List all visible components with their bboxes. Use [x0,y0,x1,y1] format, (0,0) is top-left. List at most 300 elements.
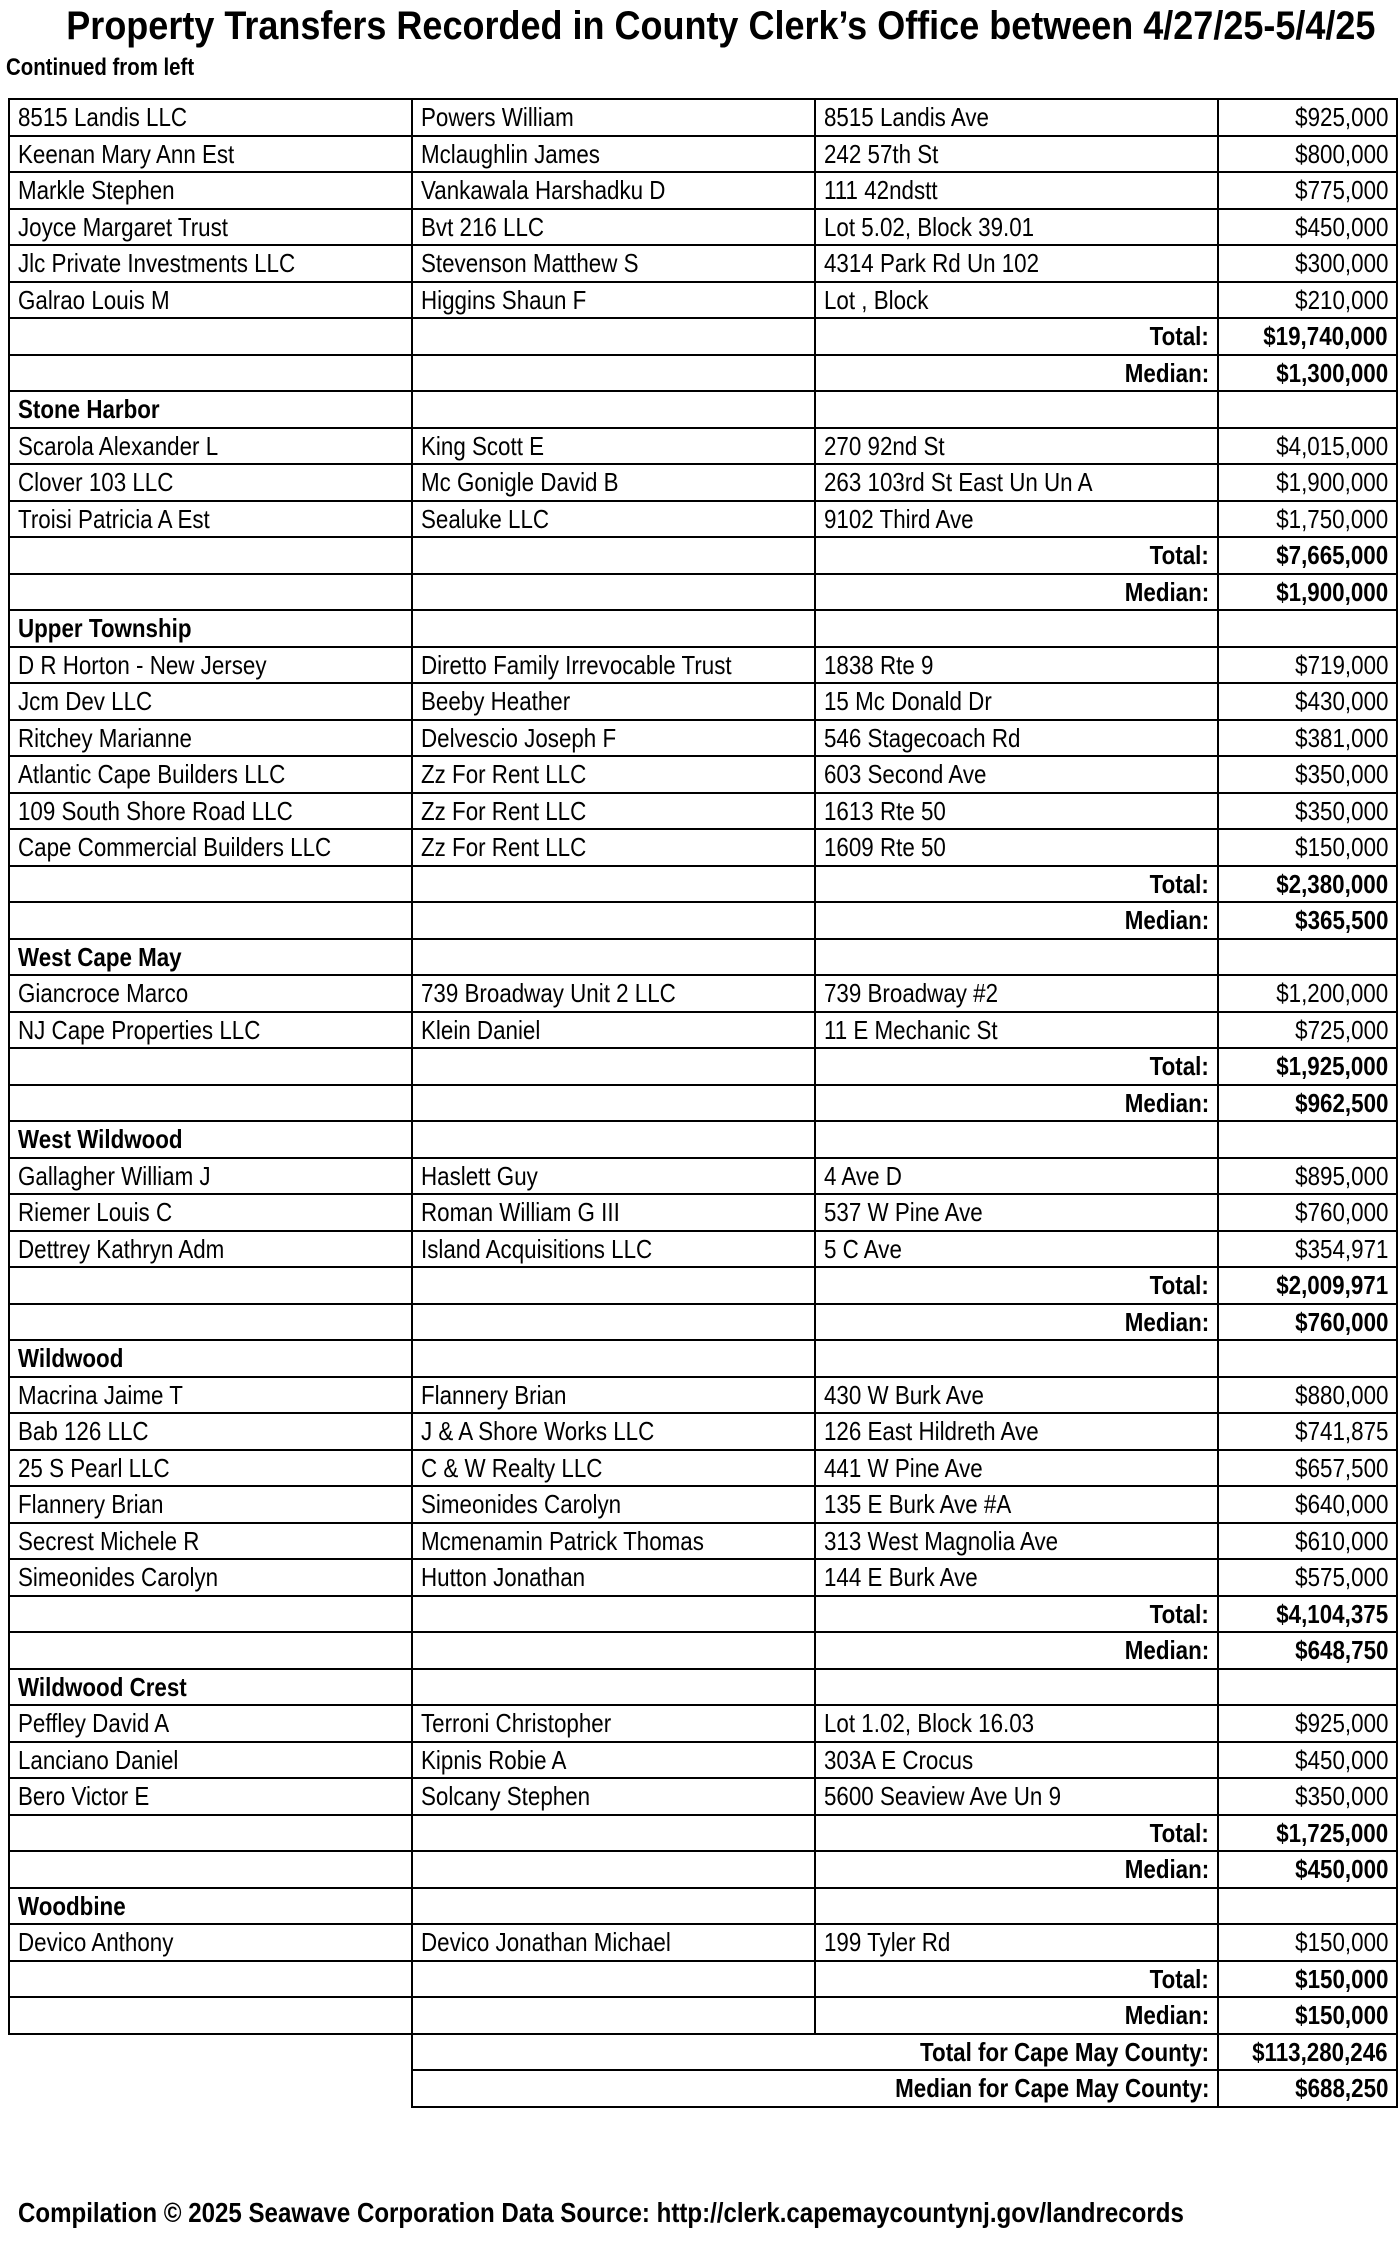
transfers-table-wrapper [8,98,1388,2108]
empty-cell [412,1997,815,2034]
address-cell-text: 537 W Pine Ave [824,1197,983,1228]
empty-cell [1218,1121,1397,1158]
price-cell [1218,136,1397,173]
seller-cell-text: D R Horton - New Jersey [18,649,267,680]
address-cell-text: 739 Broadway #2 [824,978,999,1009]
county-summary-value [1218,2070,1397,2107]
summary-value-text: $4,104,375 [1276,1598,1388,1629]
empty-cell [9,1632,412,1669]
summary-value [1218,1048,1397,1085]
summary-value [1218,1961,1397,1998]
municipality-name [9,939,412,976]
seller-cell-text: Devico Anthony [18,1927,174,1958]
empty-cell [412,1632,815,1669]
address-cell [815,1559,1218,1596]
address-cell-text: 242 57th St [824,138,939,169]
empty-cell [9,574,412,611]
address-cell [815,1450,1218,1487]
address-cell [815,136,1218,173]
buyer-cell-text: Stevenson Matthew S [421,248,639,279]
buyer-cell-text: Zz For Rent LLC [421,795,587,826]
continued-note: Continued from left [6,54,195,81]
address-cell-text: 263 103rd St East Un Un A [824,467,1093,498]
address-cell [815,647,1218,684]
price-cell-text: $381,000 [1294,722,1388,753]
empty-cell [412,1596,815,1633]
address-cell-text: 546 Stagecoach Rd [824,722,1021,753]
summary-value-text: $2,380,000 [1276,868,1388,899]
price-cell [1218,975,1397,1012]
summary-value-text: $150,000 [1294,1963,1388,1994]
summary-label-text: Median: [1124,1635,1209,1666]
buyer-cell [412,245,815,282]
empty-cell [412,1304,815,1341]
summary-label [815,1048,1218,1085]
table-row [9,428,1397,465]
buyer-cell [412,1158,815,1195]
seller-cell-text: 109 South Shore Road LLC [18,795,293,826]
summary-label [815,574,1218,611]
table-row [9,1559,1397,1596]
table-row [9,1194,1397,1231]
empty-cell [1218,939,1397,976]
address-cell [815,428,1218,465]
summary-value-text: $1,725,000 [1276,1817,1388,1848]
empty-cell [1218,1888,1397,1925]
seller-cell [9,1742,412,1779]
buyer-cell [412,1559,815,1596]
table-row [9,647,1397,684]
seller-cell [9,1559,412,1596]
empty-cell [412,1121,815,1158]
summary-row [9,574,1397,611]
buyer-cell-text: Simeonides Carolyn [421,1489,622,1520]
municipality-name-text: Woodbine [18,1890,126,1921]
municipality-name-text: Wildwood Crest [18,1671,187,1702]
table-row [9,245,1397,282]
summary-value-text: $150,000 [1294,2000,1388,2031]
buyer-cell [412,683,815,720]
seller-cell-text: Joyce Margaret Trust [18,211,229,242]
buyer-cell-text: Flannery Brian [421,1379,567,1410]
buyer-cell-text: Terroni Christopher [421,1708,612,1739]
address-cell-text: 1609 Rte 50 [824,832,946,863]
buyer-cell-text: Higgins Shaun F [421,284,587,315]
price-cell-text: $880,000 [1294,1379,1388,1410]
empty-cell [9,2034,412,2071]
price-cell-text: $150,000 [1294,1927,1388,1958]
empty-cell [815,610,1218,647]
summary-value [1218,355,1397,392]
seller-cell-text: Markle Stephen [18,175,175,206]
seller-cell-text: Riemer Louis C [18,1197,173,1228]
table-row [9,756,1397,793]
address-cell [815,683,1218,720]
buyer-cell [412,1742,815,1779]
empty-cell [9,1048,412,1085]
county-summary-value-text: $113,280,246 [1252,2036,1388,2067]
seller-cell-text: Secrest Michele R [18,1525,200,1556]
county-summary-label [412,2034,1218,2071]
table-row [9,99,1397,136]
summary-label-text: Median: [1124,576,1209,607]
summary-value [1218,574,1397,611]
buyer-cell [412,282,815,319]
summary-label-text: Median: [1124,2000,1209,2031]
empty-cell [412,574,815,611]
summary-label [815,318,1218,355]
summary-label-text: Total: [1149,1051,1209,1082]
address-cell-text: 126 East Hildreth Ave [824,1416,1039,1447]
seller-cell [9,245,412,282]
buyer-cell-text: Mclaughlin James [421,138,600,169]
seller-cell-text: Dettrey Kathryn Adm [18,1233,225,1264]
seller-cell [9,501,412,538]
price-cell [1218,501,1397,538]
price-cell-text: $575,000 [1294,1562,1388,1593]
address-cell-text: 11 E Mechanic St [824,1014,998,1045]
summary-value-text: $1,900,000 [1276,576,1388,607]
buyer-cell [412,1012,815,1049]
buyer-cell-text: Bvt 216 LLC [421,211,545,242]
table-row [9,683,1397,720]
summary-row [9,1048,1397,1085]
buyer-cell [412,464,815,501]
price-cell [1218,1194,1397,1231]
buyer-cell-text: Roman William G III [421,1197,620,1228]
table-row [9,793,1397,830]
municipality-name [9,1888,412,1925]
buyer-cell-text: Hutton Jonathan [421,1562,586,1593]
seller-cell-text: 8515 Landis LLC [18,102,188,133]
buyer-cell [412,1413,815,1450]
summary-label [815,1304,1218,1341]
empty-cell [9,2070,412,2107]
price-cell [1218,720,1397,757]
buyer-cell-text: C & W Realty LLC [421,1452,603,1483]
seller-cell-text: Galrao Louis M [18,284,170,315]
address-cell [815,1012,1218,1049]
seller-cell [9,1377,412,1414]
empty-cell [9,355,412,392]
empty-cell [412,1851,815,1888]
address-cell [815,1523,1218,1560]
price-cell-text: $657,500 [1294,1452,1388,1483]
empty-cell [412,866,815,903]
empty-cell [412,391,815,428]
summary-value [1218,1267,1397,1304]
price-cell [1218,1742,1397,1779]
address-cell [815,245,1218,282]
price-cell [1218,647,1397,684]
address-cell-text: 135 E Burk Ave #A [824,1489,1012,1520]
summary-value [1218,537,1397,574]
municipality-name [9,610,412,647]
table-row [9,1231,1397,1268]
summary-label-text: Total: [1149,1963,1209,1994]
address-cell-text: Lot 5.02, Block 39.01 [824,211,1035,242]
seller-cell [9,282,412,319]
summary-label [815,355,1218,392]
price-cell-text: $350,000 [1294,1781,1388,1812]
buyer-cell [412,99,815,136]
empty-cell [1218,1669,1397,1706]
address-cell-text: 111 42ndstt [824,175,938,206]
county-summary-row [9,2070,1397,2107]
price-cell [1218,829,1397,866]
seller-cell-text: Bero Victor E [18,1781,150,1812]
table-row [9,464,1397,501]
seller-cell [9,975,412,1012]
buyer-cell [412,720,815,757]
price-cell [1218,1778,1397,1815]
address-cell [815,793,1218,830]
empty-cell [9,1815,412,1852]
table-row [9,136,1397,173]
municipality-name-text: Wildwood [18,1343,124,1374]
price-cell-text: $895,000 [1294,1160,1388,1191]
price-cell [1218,1559,1397,1596]
empty-cell [412,537,815,574]
buyer-cell-text: Klein Daniel [421,1014,541,1045]
transfers-table [8,98,1398,2108]
price-cell-text: $350,000 [1294,759,1388,790]
seller-cell [9,683,412,720]
address-cell [815,1231,1218,1268]
summary-row [9,1267,1397,1304]
summary-value-text: $7,665,000 [1276,540,1388,571]
summary-row [9,355,1397,392]
address-cell-text: 9102 Third Ave [824,503,974,534]
summary-value-text: $648,750 [1294,1635,1388,1666]
buyer-cell-text: Mcmenamin Patrick Thomas [421,1525,704,1556]
seller-cell-text: Macrina Jaime T [18,1379,183,1410]
summary-label [815,902,1218,939]
table-row [9,282,1397,319]
address-cell [815,1413,1218,1450]
price-cell-text: $350,000 [1294,795,1388,826]
seller-cell [9,829,412,866]
address-cell-text: 430 W Burk Ave [824,1379,984,1410]
seller-cell-text: 25 S Pearl LLC [18,1452,170,1483]
buyer-cell-text: Haslett Guy [421,1160,538,1191]
buyer-cell [412,647,815,684]
price-cell [1218,1377,1397,1414]
empty-cell [412,1669,815,1706]
address-cell [815,1924,1218,1961]
address-cell [815,1778,1218,1815]
buyer-cell [412,829,815,866]
address-cell-text: 15 Mc Donald Dr [824,686,992,717]
table-row [9,1413,1397,1450]
buyer-cell [412,209,815,246]
empty-cell [815,1669,1218,1706]
empty-cell [9,537,412,574]
address-cell-text: Lot 1.02, Block 16.03 [824,1708,1035,1739]
empty-cell [815,939,1218,976]
price-cell-text: $1,750,000 [1276,503,1388,534]
price-cell [1218,1012,1397,1049]
seller-cell [9,756,412,793]
seller-cell-text: NJ Cape Properties LLC [18,1014,261,1045]
price-cell-text: $640,000 [1294,1489,1388,1520]
summary-row [9,1815,1397,1852]
summary-row [9,318,1397,355]
summary-label-text: Total: [1149,321,1209,352]
buyer-cell [412,1924,815,1961]
address-cell-text: 1613 Rte 50 [824,795,946,826]
table-row [9,1486,1397,1523]
summary-label [815,1997,1218,2034]
address-cell-text: 1838 Rte 9 [824,649,934,680]
seller-cell [9,1450,412,1487]
summary-value-text: $19,740,000 [1263,321,1388,352]
seller-cell-text: Cape Commercial Builders LLC [18,832,332,863]
address-cell-text: Lot , Block [824,284,929,315]
summary-value-text: $962,500 [1294,1087,1388,1118]
seller-cell [9,1523,412,1560]
summary-row [9,537,1397,574]
table-row [9,1705,1397,1742]
seller-cell-text: Atlantic Cape Builders LLC [18,759,286,790]
seller-cell [9,136,412,173]
buyer-cell [412,1231,815,1268]
buyer-cell [412,136,815,173]
seller-cell [9,464,412,501]
seller-cell-text: Keenan Mary Ann Est [18,138,235,169]
price-cell [1218,683,1397,720]
empty-cell [412,939,815,976]
buyer-cell [412,793,815,830]
municipality-name-text: Upper Township [18,613,192,644]
address-cell [815,1377,1218,1414]
empty-cell [9,1997,412,2034]
buyer-cell [412,1778,815,1815]
summary-row [9,1851,1397,1888]
summary-value [1218,1596,1397,1633]
empty-cell [1218,610,1397,647]
price-cell-text: $450,000 [1294,211,1388,242]
municipality-name [9,391,412,428]
price-cell-text: $800,000 [1294,138,1388,169]
empty-cell [412,1048,815,1085]
price-cell-text: $430,000 [1294,686,1388,717]
address-cell-text: 144 E Burk Ave [824,1562,978,1593]
address-cell [815,1705,1218,1742]
municipality-header-row [9,391,1397,428]
buyer-cell [412,501,815,538]
buyer-cell-text: King Scott E [421,430,545,461]
empty-cell [9,318,412,355]
municipality-header-row [9,1340,1397,1377]
address-cell-text: 270 92nd St [824,430,945,461]
price-cell-text: $719,000 [1294,649,1388,680]
buyer-cell [412,1523,815,1560]
price-cell-text: $150,000 [1294,832,1388,863]
summary-row [9,902,1397,939]
municipality-name [9,1121,412,1158]
seller-cell-text: Gallagher William J [18,1160,211,1191]
summary-value [1218,1085,1397,1122]
municipality-name-text: West Wildwood [18,1124,183,1155]
seller-cell-text: Scarola Alexander L [18,430,219,461]
seller-cell [9,1924,412,1961]
summary-value-text: $760,000 [1294,1306,1388,1337]
address-cell [815,99,1218,136]
summary-row [9,1632,1397,1669]
price-cell [1218,1231,1397,1268]
summary-value-text: $450,000 [1294,1854,1388,1885]
empty-cell [412,318,815,355]
summary-row [9,1085,1397,1122]
price-cell [1218,1486,1397,1523]
buyer-cell-text: Diretto Family Irrevocable Trust [421,649,732,680]
price-cell-text: $925,000 [1294,102,1388,133]
price-cell [1218,282,1397,319]
summary-label [815,1632,1218,1669]
buyer-cell [412,1486,815,1523]
municipality-name-text: West Cape May [18,941,182,972]
address-cell-text: 4 Ave D [824,1160,902,1191]
buyer-cell-text: 739 Broadway Unit 2 LLC [421,978,676,1009]
buyer-cell-text: J & A Shore Works LLC [421,1416,655,1447]
municipality-name [9,1669,412,1706]
seller-cell [9,720,412,757]
table-row [9,1924,1397,1961]
county-summary-value-text: $688,250 [1294,2073,1388,2104]
empty-cell [412,902,815,939]
summary-value [1218,1304,1397,1341]
seller-cell [9,1231,412,1268]
summary-value [1218,1997,1397,2034]
summary-value-text: $1,925,000 [1276,1051,1388,1082]
footer-credit: Compilation © 2025 Seawave Corporation Data Source: http://clerk.capemaycountynj.gov/landrecords [18,2197,1184,2228]
summary-label-text: Median: [1124,905,1209,936]
buyer-cell [412,975,815,1012]
price-cell-text: $300,000 [1294,248,1388,279]
municipality-header-row [9,1669,1397,1706]
summary-value [1218,1632,1397,1669]
county-summary-label-text: Total for Cape May County: [919,2036,1209,2067]
address-cell [815,720,1218,757]
seller-cell-text: Flannery Brian [18,1489,164,1520]
address-cell [815,756,1218,793]
buyer-cell [412,1377,815,1414]
summary-value [1218,866,1397,903]
price-cell [1218,464,1397,501]
seller-cell [9,1778,412,1815]
summary-row [9,1304,1397,1341]
price-cell [1218,1924,1397,1961]
seller-cell [9,647,412,684]
address-cell [815,975,1218,1012]
price-cell [1218,1413,1397,1450]
seller-cell-text: Peffley David A [18,1708,170,1739]
summary-label [815,1085,1218,1122]
address-cell-text: 8515 Landis Ave [824,102,989,133]
summary-label-text: Median: [1124,1306,1209,1337]
price-cell-text: $760,000 [1294,1197,1388,1228]
price-cell [1218,172,1397,209]
summary-label-text: Median: [1124,1854,1209,1885]
address-cell-text: 199 Tyler Rd [824,1927,951,1958]
seller-cell-text: Bab 126 LLC [18,1416,149,1447]
empty-cell [412,1340,815,1377]
table-row [9,1377,1397,1414]
price-cell-text: $1,200,000 [1276,978,1388,1009]
buyer-cell-text: Mc Gonigle David B [421,467,619,498]
price-cell-text: $925,000 [1294,1708,1388,1739]
